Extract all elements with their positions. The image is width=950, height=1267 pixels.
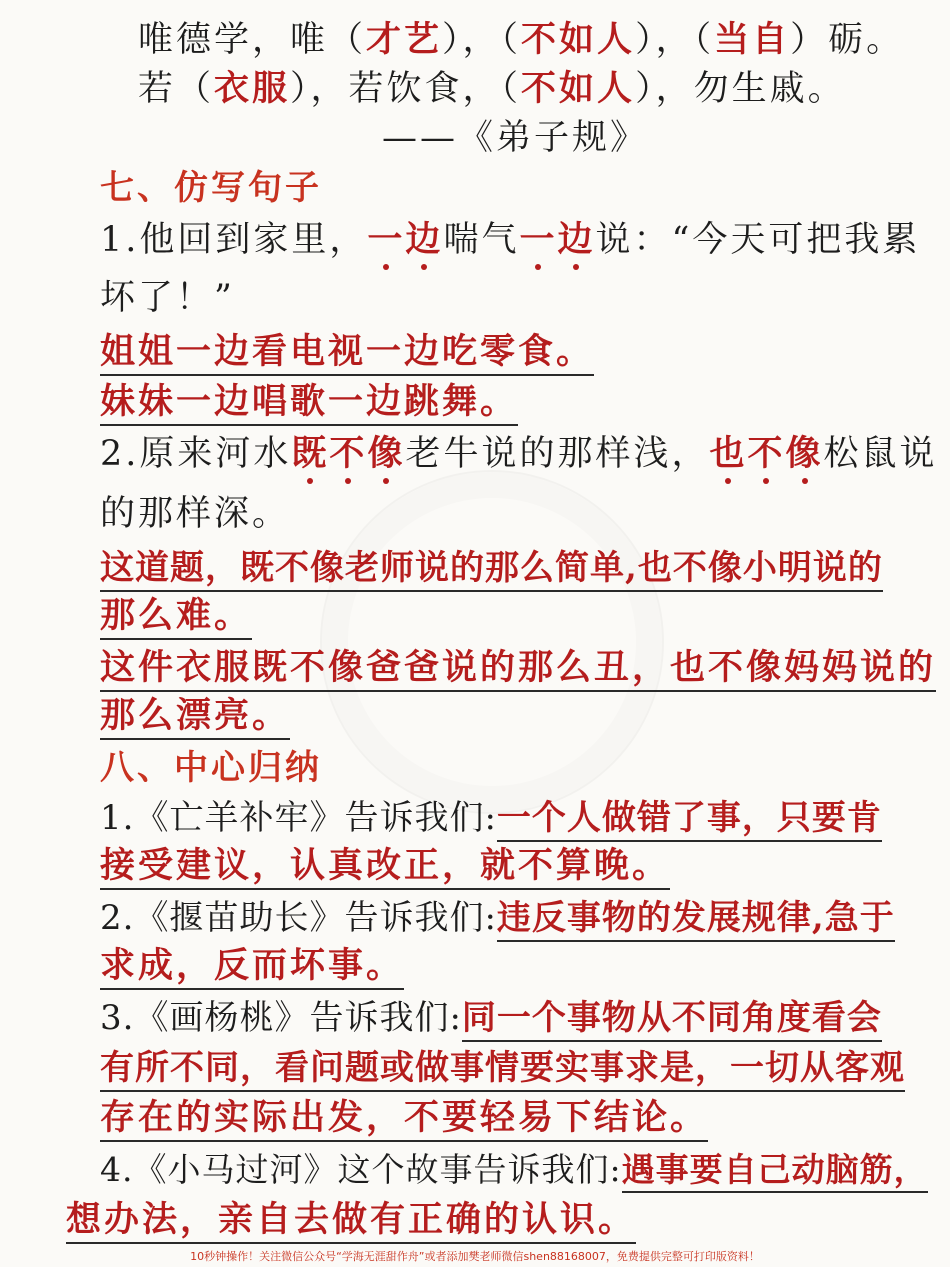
summary-3-line-2: 有所不同，看问题或做事情要实事求是，一切从客观 — [100, 1046, 905, 1090]
watermark-seal — [320, 470, 664, 814]
text-segment: 2.原来河水 — [100, 434, 292, 474]
filled-answer: 衣服 — [214, 68, 291, 109]
text-segment: ），勿生戚。 — [635, 69, 846, 109]
summary-3-line-3: 存在的实际出发，不要轻易下结论。 — [100, 1096, 708, 1140]
answer-3-line-1: 这道题，既不像老师说的那么简单,也不像小明说的 — [100, 546, 883, 590]
summary-1-line-2: 接受建议，认真改正，就不算晚。 — [100, 844, 670, 888]
emphasized-char: 一 — [519, 219, 558, 260]
question-1-line-1 — [100, 218, 920, 262]
section-7-title: 七、仿写句子 — [100, 168, 322, 208]
text-segment: 唯德学，唯（ — [138, 20, 367, 60]
emphasized-char: 像 — [785, 433, 824, 474]
emphasized-char: 边 — [405, 219, 444, 260]
text-segment: 松鼠说 — [823, 434, 938, 474]
emphasized-char: 边 — [557, 219, 596, 260]
answer-3-line-2: 那么难。 — [100, 594, 252, 638]
question-2-line-1 — [100, 432, 938, 476]
answer-4-line-1: 这件衣服既不像爸爸说的那么丑，也不像妈妈说的 — [100, 646, 936, 690]
poem-source: ——《弟子规》 — [382, 118, 649, 158]
answer-1: 姐姐一边看电视一边吃零食。 — [100, 330, 594, 374]
answer-4-line-2: 那么漂亮。 — [100, 694, 290, 738]
text-segment: 老牛说的那样浅， — [405, 434, 710, 474]
footer-notice: 10秒钟操作！关注微信公众号“学海无涯甜作舟”或者添加樊老师微信shen88168007，免费提供完整可打印版资料！ — [190, 1250, 760, 1263]
text-segment: 喘气 — [443, 220, 520, 260]
emphasized-char: 也 — [709, 433, 748, 474]
text-segment: ），（ — [635, 20, 715, 60]
filled-answer: 才艺 — [366, 19, 443, 60]
text-segment: ）砺。 — [790, 20, 905, 60]
summary-1-line-1: 1.《亡羊补牢》告诉我们:一个人做错了事，只要肯 — [100, 796, 882, 840]
text-segment: ），若饮食，（ — [290, 69, 522, 109]
summary-3-line-1: 3.《画杨桃》告诉我们:同一个事物从不同角度看会 — [100, 996, 882, 1040]
emphasized-char: 不 — [329, 433, 368, 474]
emphasized-char: 不 — [747, 433, 786, 474]
summary-2-line-2: 求成，反而坏事。 — [100, 944, 404, 988]
text-segment: ），（ — [442, 20, 522, 60]
summary-4-line-1: 4.《小马过河》这个故事告诉我们:遇事要自己动脑筋， — [100, 1148, 928, 1192]
filled-answer: 不如人 — [521, 19, 636, 60]
filled-answer: 当自 — [714, 19, 791, 60]
text-segment: 若（ — [138, 69, 215, 109]
summary-4-line-2: 想办法，亲自去做有正确的认识。 — [66, 1198, 636, 1242]
emphasized-char: 像 — [367, 433, 406, 474]
section-8-title: 八、中心归纳 — [100, 748, 322, 788]
filled-answer: 不如人 — [521, 68, 636, 109]
text-segment: 说：“今天可把我累 — [595, 220, 921, 260]
question-1-line-2: 坏了！” — [100, 278, 235, 318]
emphasized-char: 一 — [367, 219, 406, 260]
question-2-line-2: 的那样深。 — [100, 494, 291, 534]
text-segment: 1.他回到家里， — [100, 220, 368, 260]
poem-line-1 — [138, 18, 904, 62]
summary-2-line-1: 2.《揠苗助长》告诉我们:违反事物的发展规律,急于 — [100, 896, 895, 940]
poem-line-2 — [138, 67, 846, 111]
emphasized-char: 既 — [291, 433, 330, 474]
answer-2: 妹妹一边唱歌一边跳舞。 — [100, 380, 518, 424]
